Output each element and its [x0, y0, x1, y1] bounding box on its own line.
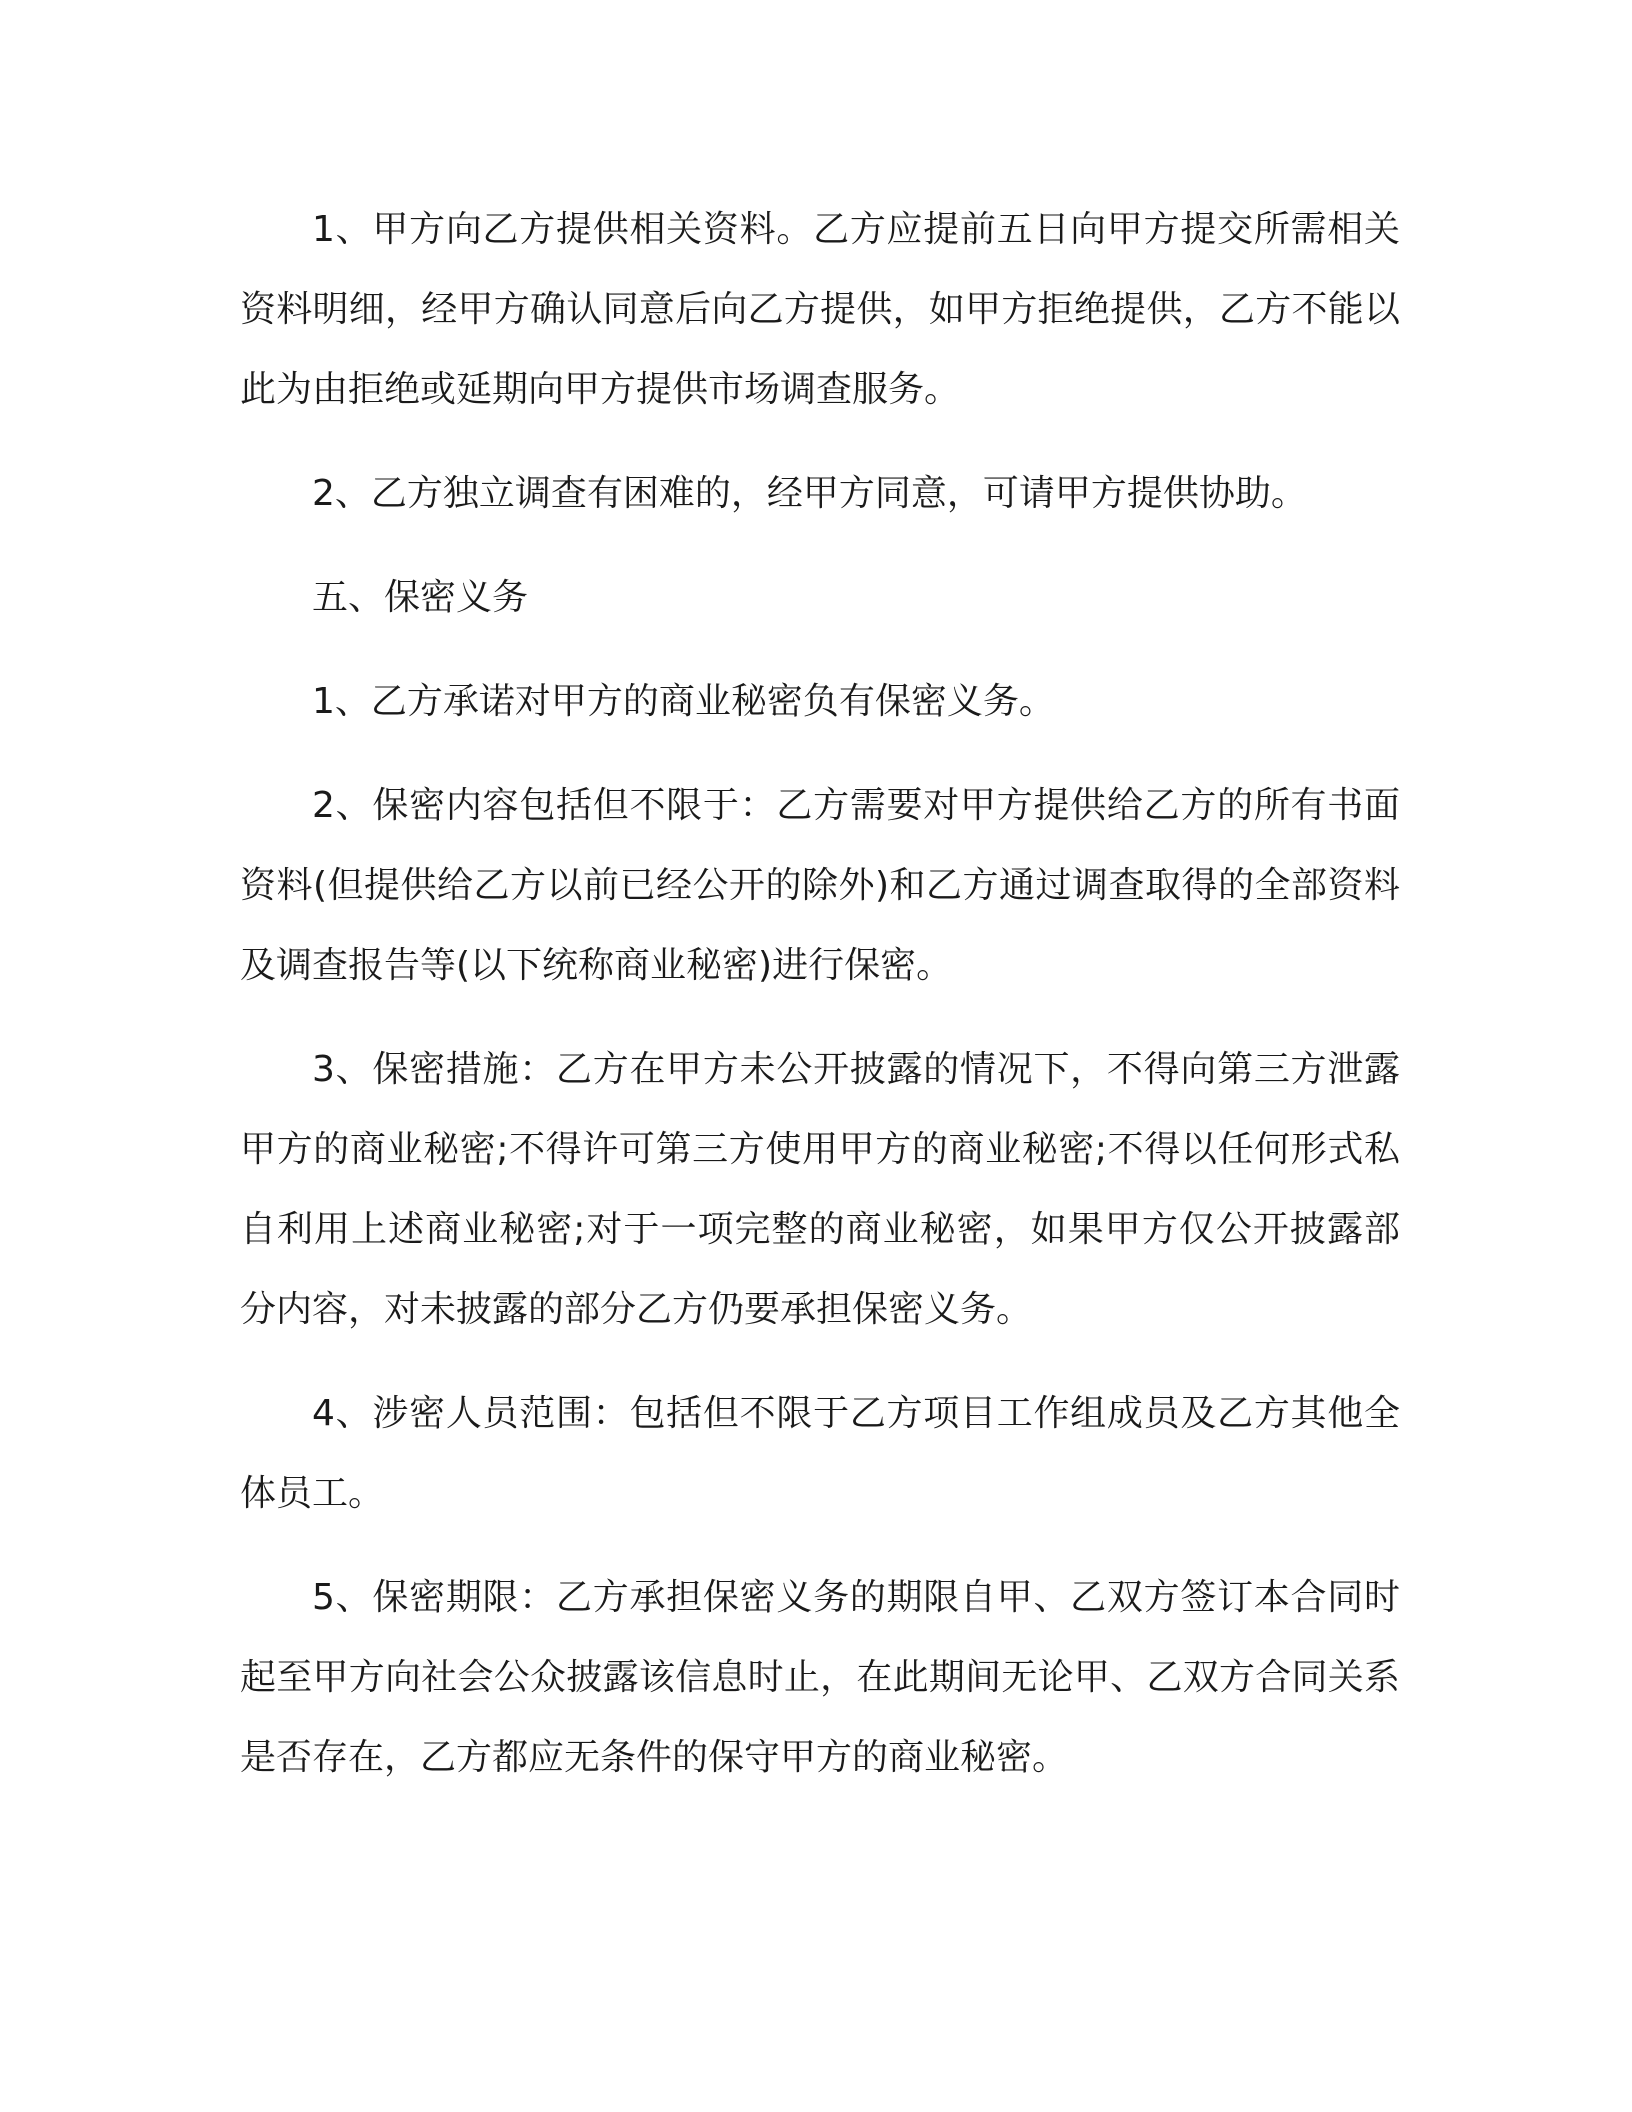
paragraph-confidentiality-scope: 2、保密内容包括但不限于：乙方需要对甲方提供给乙方的所有书面资料(但提供给乙方以前已经公开的除外)和乙方通过调查取得的全部资料及调查报告等(以下统称商业秘密)进行保密。	[240, 785, 1400, 986]
document-body	[240, 190, 1400, 1822]
paragraph-provide-materials: 1、甲方向乙方提供相关资料。乙方应提前五日向甲方提交所需相关资料明细，经甲方确认同意后向乙方提供，如甲方拒绝提供，乙方不能以此为由拒绝或延期向甲方提供市场调查服务。	[240, 209, 1400, 410]
paragraph-confidentiality-commitment: 1、乙方承诺对甲方的商业秘密负有保密义务。	[312, 681, 1055, 722]
paragraph-confidentiality-measures: 3、保密措施：乙方在甲方未公开披露的情况下，不得向第三方泄露甲方的商业秘密;不得许可第三方使用甲方的商业秘密;不得以任何形式私自利用上述商业秘密;对于一项完整的商业秘密，如果甲方仅公开披露部分内容，对未披露的部分乙方仍要承担保密义务。	[240, 1049, 1400, 1330]
paragraph-assistance: 2、乙方独立调查有困难的，经甲方同意，可请甲方提供协助。	[312, 473, 1307, 514]
paragraph-confidentiality-term: 5、保密期限：乙方承担保密义务的期限自甲、乙双方签订本合同时起至甲方向社会公众披露该信息时止，在此期间无论甲、乙双方合同关系是否存在，乙方都应无条件的保守甲方的商业秘密。	[240, 1577, 1400, 1778]
section-heading-confidentiality: 五、保密义务	[312, 577, 529, 618]
paragraph-personnel-scope: 4、涉密人员范围：包括但不限于乙方项目工作组成员及乙方其他全体员工。	[240, 1393, 1400, 1514]
